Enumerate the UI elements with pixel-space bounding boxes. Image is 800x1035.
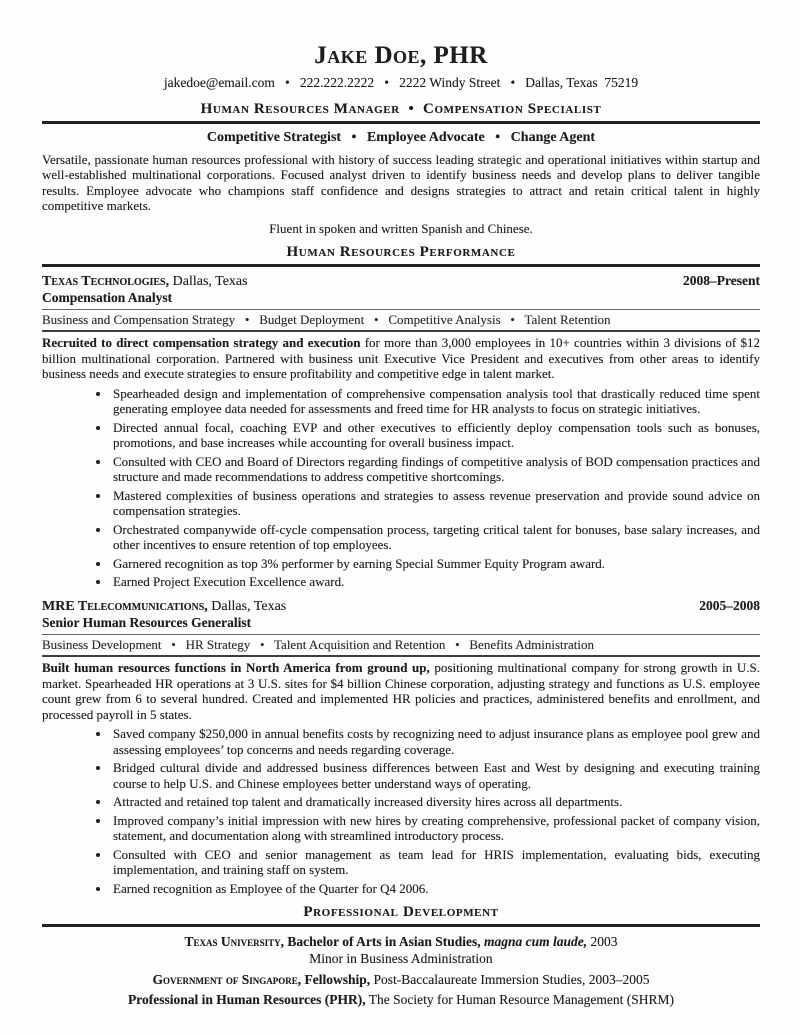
company-line [42, 274, 248, 290]
bullet-item: • Attracted and retained top talent and dramatically increased diversity hires across all departments. [111, 794, 760, 810]
certification-org: The Society for Human Resource Management (SHRM) [365, 992, 674, 1007]
section-heading-experience [42, 245, 760, 267]
job-mre-telecommunications [42, 598, 760, 897]
bullet-item: • Directed annual focal, coaching EVP and other executives to efficiently deploy compensation tools such as bonuses, promotions, and base increases while accounting for overall business impact. [111, 420, 760, 451]
job-lead-paragraph [42, 660, 760, 722]
tagline: Competitive Strategist • Employee Advocate • Change Agent [206, 130, 596, 145]
job-keywords: Business and Compensation Strategy • Budget Deployment • Competitive Analysis • Talent Retention [42, 309, 760, 333]
certification-name: Professional in Human Resources (PHR), [128, 992, 366, 1007]
company-name: Texas Technologies, [42, 273, 170, 289]
job-keywords: Business Development • HR Strategy • Talent Acquisition and Retention • Benefits Administration [42, 634, 760, 658]
education-degree: Bachelor of Arts in Asian Studies, [283, 933, 481, 949]
bullet-item: • Mastered complexities of business operations and strategies to assess revenue preservation and provide sound advice on compensation strategies. [111, 488, 760, 519]
job-dates: 2008–Present [683, 272, 760, 288]
company-location: Dallas, Texas [207, 598, 287, 614]
job-lead-bold: Built human resources functions in North America from ground up, [42, 660, 430, 675]
languages-line: Fluent in spoken and written Spanish and Chinese. [269, 220, 533, 236]
education-entry-fellowship [42, 972, 760, 988]
education-institution: Texas University, [184, 933, 284, 949]
contact-line: jakedoe@email.com • 222.222.2222 • 2222 Windy Street • Dallas, Texas 75219 [163, 75, 639, 90]
bullet-item: • Improved company’s initial impression with new hires by creating comprehensive, professional packet of company vision, statement, and documentation along with streamlined introductory process. [111, 813, 760, 844]
job-header [42, 273, 760, 290]
job-dates: 2005–2008 [699, 597, 760, 613]
job-lead-rest: for more than 3,000 employees in 10+ countries within 3 divisions of $12 billion multinational corporation. Partnered with business unit Executive Vice President and executives from other areas to identify business needs and execute strategies to ensure profitability and competitive edge in talent market. [42, 335, 760, 381]
company-location: Dallas, Texas [169, 273, 248, 289]
bullet-item: • Saved company $250,000 in annual benefits costs by recognizing need to adjust insurance plans as employee pool grew and assessing employees’ top concerns and needs regarding coverage. [111, 726, 760, 757]
education-year: 2003 [587, 933, 618, 949]
bullet-item: • Earned recognition as Employee of the Quarter for Q4 2006. [111, 881, 760, 897]
education-entry-minor: Minor in Business Administration [309, 951, 493, 966]
section-heading-development [42, 905, 760, 927]
summary-paragraph: Versatile, passionate human resources professional with history of success leading strategic and operational initiatives within startup and well-established multinational corporations. Focused analyst driven to identify business needs and develop plans to deliver tangible results. Employee advocate who champions staff confidence and designs strategies to attract and retain critical talent in highly competitive markets. [42, 151, 760, 213]
education-honors: magna cum laude, [480, 933, 588, 949]
job-lead-rest: positioning multinational company for strong growth in U.S. market. Spearheaded HR operations at 3 U.S. sites for $4 billion Chinese corporation, adjusting strategy and functions as U.S. employee count grew from 6 to several hundred. Created and implemented HR policies and practices, administered benefits and enrollment, and processed payroll in 5 states. [42, 660, 760, 722]
job-title: Senior Human Resources Generalist [42, 615, 252, 630]
bullet-item: • Garnered recognition as top 3% performer by earning Special Summer Equity Program award. [111, 556, 760, 572]
job-bullet-list [42, 726, 760, 896]
bullet-item: • Consulted with CEO and senior management as team lead for HRIS implementation, evaluating bids, executing implementation, and training staff on system. [111, 847, 760, 878]
bullet-item: • Bridged cultural divide and addressed business differences between East and West by designing and executing training course to help U.S. and Chinese employees better understand ways of operating. [111, 760, 760, 791]
education-block [42, 934, 760, 1008]
job-title: Compensation Analyst [42, 290, 173, 305]
bullet-item: • Spearheaded design and implementation of comprehensive compensation analysis tool that drastically reduced time spent generating employee data needed for assessments and freed time for HR analysts to focus on strategic initiatives. [111, 386, 760, 417]
company-line [42, 599, 286, 615]
job-bullet-list [42, 386, 760, 590]
bullet-item: • Earned Project Execution Excellence award. [111, 574, 760, 590]
job-texas-technologies [42, 273, 760, 590]
section-heading-experience-label: Human Resources Performance [286, 244, 516, 260]
role-heading: Human Resources Manager • Compensation Specialist [42, 102, 760, 125]
candidate-name: Jake Doe, PHR [314, 42, 488, 69]
education-detail: Post-Baccalaureate Immersion Studies, 2003–2005 [370, 971, 650, 987]
education-entry-university [42, 934, 760, 950]
bullet-item: • Consulted with CEO and Board of Directors regarding findings of competitive analysis of BOD compensation practices and structure and made recommendations to address competitive shortcomings. [111, 454, 760, 485]
company-name: MRE Telecommunications, [42, 598, 208, 614]
education-entry-certification [42, 992, 760, 1008]
education-degree: Fellowship, [301, 971, 371, 987]
bullet-item: • Orchestrated companywide off-cycle compensation process, targeting critical talent for bonuses, base salary increases, and other incentives to ensure retention of top employees. [111, 522, 760, 553]
section-heading-development-label: Professional Development [303, 904, 499, 920]
job-header [42, 598, 760, 615]
education-institution: Government of Singapore, [152, 971, 302, 987]
job-lead-bold: Recruited to direct compensation strategy and execution [42, 335, 361, 350]
job-lead-paragraph [42, 335, 760, 382]
